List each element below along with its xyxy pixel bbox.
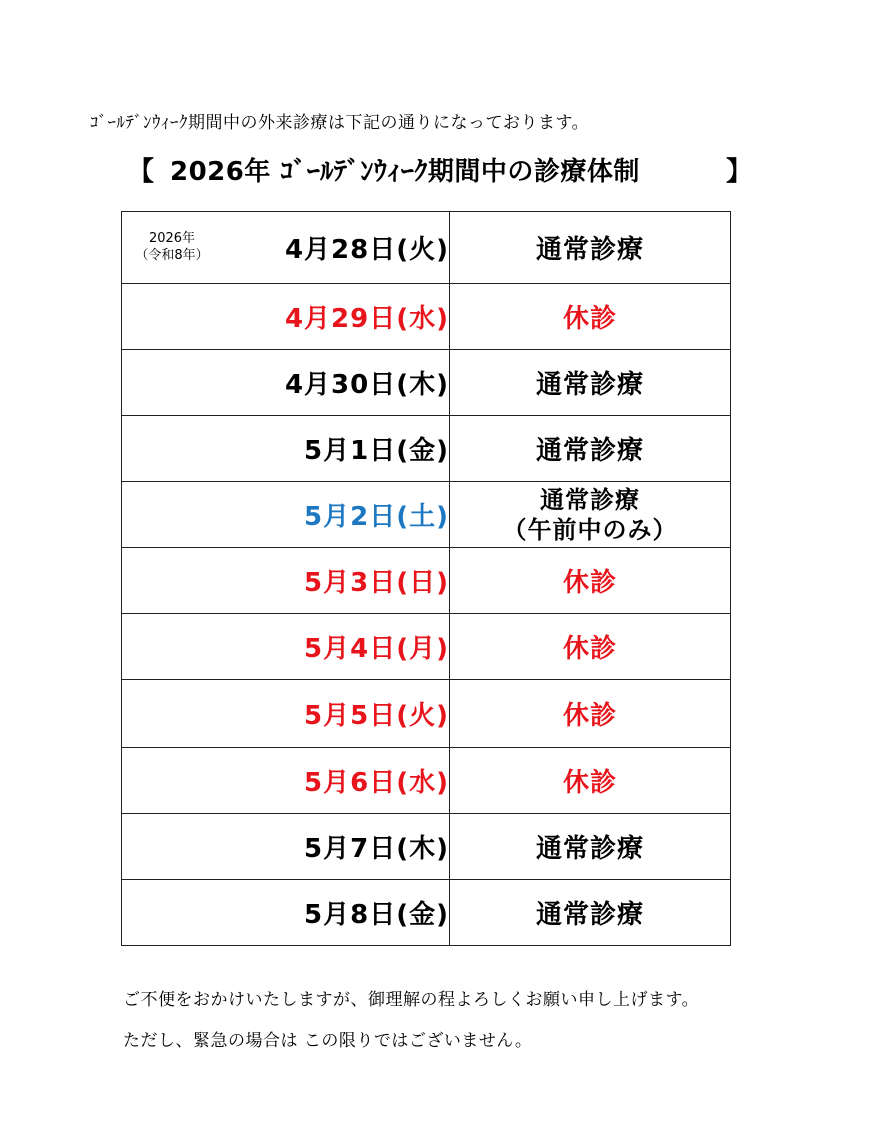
- title-text: 2026年 ｺﾞｰﾙﾃﾞﾝｳｨｰｸ期間中の診療体制: [170, 157, 640, 187]
- date-label: 5月7日(木): [304, 834, 449, 864]
- date-cell: [122, 548, 450, 614]
- date-cell: [122, 284, 450, 350]
- year-note-line2: （令和8年）: [135, 248, 209, 263]
- footer-apology: ご不便をおかけいたしますが、御理解の程よろしくお願い申し上げます。: [123, 990, 700, 1010]
- status-cell: [450, 416, 731, 482]
- table-row: [122, 814, 731, 880]
- status-label: 通常診療: [535, 235, 644, 265]
- status-cell: [450, 614, 731, 680]
- date-label: 5月2日(土): [304, 502, 449, 532]
- status-label: 通常診療: [535, 370, 644, 400]
- status-cell: [450, 814, 731, 880]
- status-label-line1: 通常診療: [540, 485, 640, 514]
- date-label: 5月4日(月): [304, 634, 449, 664]
- table-row: [122, 284, 731, 350]
- table-row: [122, 748, 731, 814]
- status-cell: [450, 880, 731, 946]
- table-row: [122, 212, 731, 284]
- table-row: [122, 614, 731, 680]
- date-cell: [122, 212, 450, 284]
- intro-text: ｺﾞｰﾙﾃﾞﾝｳｨｰｸ期間中の外来診療は下記の通りになっております。: [90, 113, 590, 133]
- status-label: 通常診療: [535, 900, 644, 930]
- status-label: 休診: [562, 304, 617, 334]
- status-cell: [450, 748, 731, 814]
- table-row: [122, 482, 731, 548]
- status-label: 通常診療: [535, 436, 644, 466]
- date-label: 5月8日(金): [304, 900, 449, 930]
- status-cell: [450, 284, 731, 350]
- table-row: [122, 416, 731, 482]
- date-label: 5月1日(金): [304, 436, 449, 466]
- page-title: [128, 151, 752, 187]
- date-label: 4月30日(木): [284, 370, 449, 400]
- date-cell: [122, 482, 450, 548]
- schedule-table: [121, 211, 731, 946]
- date-label: 5月5日(火): [304, 701, 449, 731]
- status-label-line2: （午前中のみ）: [502, 515, 678, 544]
- status-label: [503, 485, 678, 545]
- date-cell: [122, 748, 450, 814]
- footer-emergency-note: ただし、緊急の場合は この限りではございません。: [123, 1031, 533, 1051]
- status-cell: [450, 680, 731, 748]
- date-label: 5月6日(水): [304, 768, 449, 798]
- date-label: 4月28日(火): [284, 235, 449, 265]
- status-cell: [450, 548, 731, 614]
- date-label: 5月3日(日): [304, 568, 449, 598]
- date-cell: [122, 814, 450, 880]
- title-bracket-close: 】: [725, 157, 752, 187]
- table-row: [122, 880, 731, 946]
- table-row: [122, 548, 731, 614]
- status-cell: [450, 212, 731, 284]
- date-cell: [122, 680, 450, 748]
- year-note-line1: 2026年: [148, 231, 196, 246]
- date-cell: [122, 416, 450, 482]
- status-label: 休診: [562, 568, 617, 598]
- date-cell: [122, 350, 450, 416]
- status-label: 休診: [562, 768, 617, 798]
- status-cell: [450, 482, 731, 548]
- status-cell: [450, 350, 731, 416]
- table-row: [122, 350, 731, 416]
- title-bracket-open: 【: [128, 157, 155, 187]
- year-note: [132, 230, 212, 264]
- status-label: 休診: [562, 701, 617, 731]
- status-label: 通常診療: [535, 834, 644, 864]
- table-row: [122, 680, 731, 748]
- date-cell: [122, 614, 450, 680]
- status-label: 休診: [562, 634, 617, 664]
- date-label: 4月29日(水): [284, 304, 449, 334]
- date-cell: [122, 880, 450, 946]
